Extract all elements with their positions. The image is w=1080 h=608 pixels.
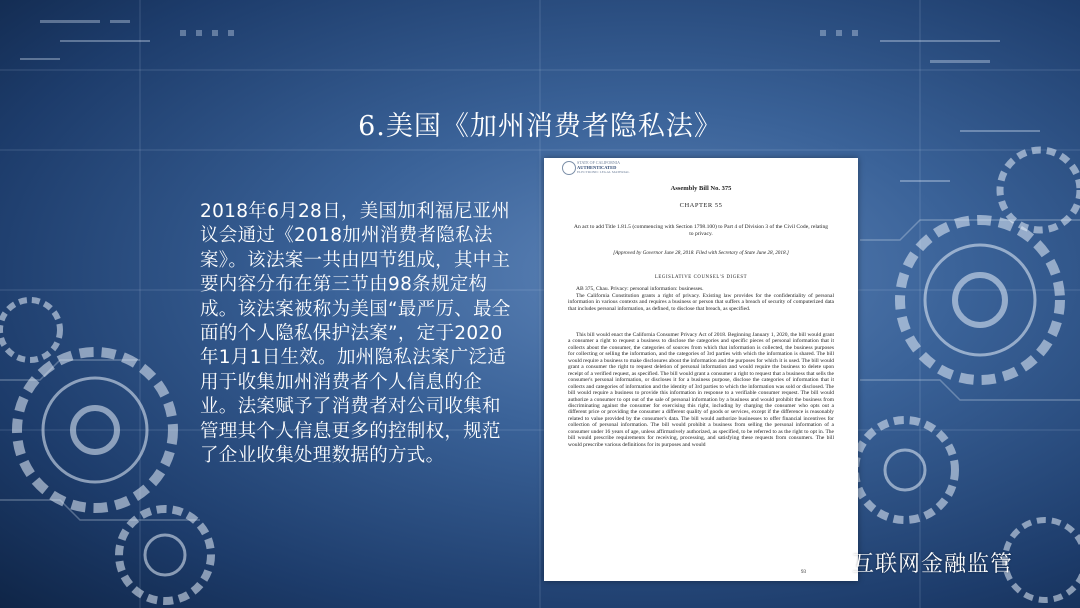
bill-document-image [544,158,858,581]
logo-line-2: AUTHENTICATED [577,165,617,170]
logo-line-1: STATE OF CALIFORNIA [577,160,621,165]
logo-line-3: ELECTRONIC LEGAL MATERIAL [577,170,630,174]
authenticated-seal-logo [562,160,630,176]
bill-number: Assembly Bill No. 375 [670,185,732,192]
approval-note: [Approved by Governor June 28, 2018. Filed with Secretary of State June 28, 2018.] [613,250,789,256]
wechat-icon [818,549,844,575]
digest-heading: LEGISLATIVE COUNSEL'S DIGEST [654,275,748,280]
state-seal-icon [562,161,576,175]
body-paragraph: 2018年6月28日，美国加利福尼亚州议会通过《2018加州消费者隐私法案》。该法案一共由四节组成，其中主要内容分布在第三节由98条规定构成。该法案被称为美国“最严厉、最全面的个人隐私保护法案”，定于2020年1月1日生效。加州隐私法案广泛适用于收集加州消费者个人信息的企业。法案赋予了消费者对公司收集和管理其个人信息更多的控制权，规范了企业收集处理数据的方式。 [200,201,511,467]
watermark [818,546,1013,578]
digest-paragraph-3: This bill would enact the California Consumer Privacy Act of 2018. Beginning January 1, 2020, the bill would grant a consumer a right to request a business to disclose the categories and specific pieces of personal information that it collects about the consumer, the categories of sources from which that information is collected, the business purposes for collecting or selling the information, and the categories of 3rd parties with which the information is shared. The bill would require a business to make disclosures about the information and the purposes for which it is used. The bill would grant a consumer the right to request deletion of personal information and would require the business to delete upon receipt of a verified request, as specified. The bill would grant a consumer a right to request that a business that sells the consumer's personal information, or discloses it for a business purpose, disclose the categories of information that it collects and categories of information and the identity of 3rd parties to which the information was sold or disclosed. The bill would require a business to provide this information in response to a verifiable consumer request. The bill would authorize a consumer to opt out of the sale of personal information by a business and would prohibit the business from discriminating against the consumer for exercising this right, including by charging the consumer who opts out a different price or providing the consumer a different quality of goods or services, except if the difference is reasonably related to value provided by the consumer's data. The bill would authorize businesses to offer financial incentives for collection of personal information. The bill would prohibit a business from selling the personal information of a consumer under 16 years of age, unless affirmatively authorized, as specified, to be referred to as the right to opt in. The bill would prescribe requirements for receiving, processing, and satisfying these requests from consumers. The bill would prescribe various definitions for its purposes and would [568,332,834,448]
page-number: 93 [801,570,806,575]
watermark-text: 互联网金融监管 [852,551,1014,577]
slide-title: 6.美国《加州消费者隐私法》 [358,111,722,142]
digest-paragraph-2: The California Constitution grants a right of privacy. Existing law provides for the confidentiality of personal information in various contexts and requires a business or person that suffers a breach of security of computerized data that includes personal information, as defined, to disclose that breach, as specified. [568,293,834,312]
chapter-heading: CHAPTER 55 [679,202,723,209]
act-description: An act to add Title 1.81.5 (commencing with Section 1798.100) to Part 4 of Division 3 of the Civil Code, relating to privacy. [573,224,829,238]
digest-paragraph-1: AB 375, Chau. Privacy: personal information: businesses. [576,286,704,292]
